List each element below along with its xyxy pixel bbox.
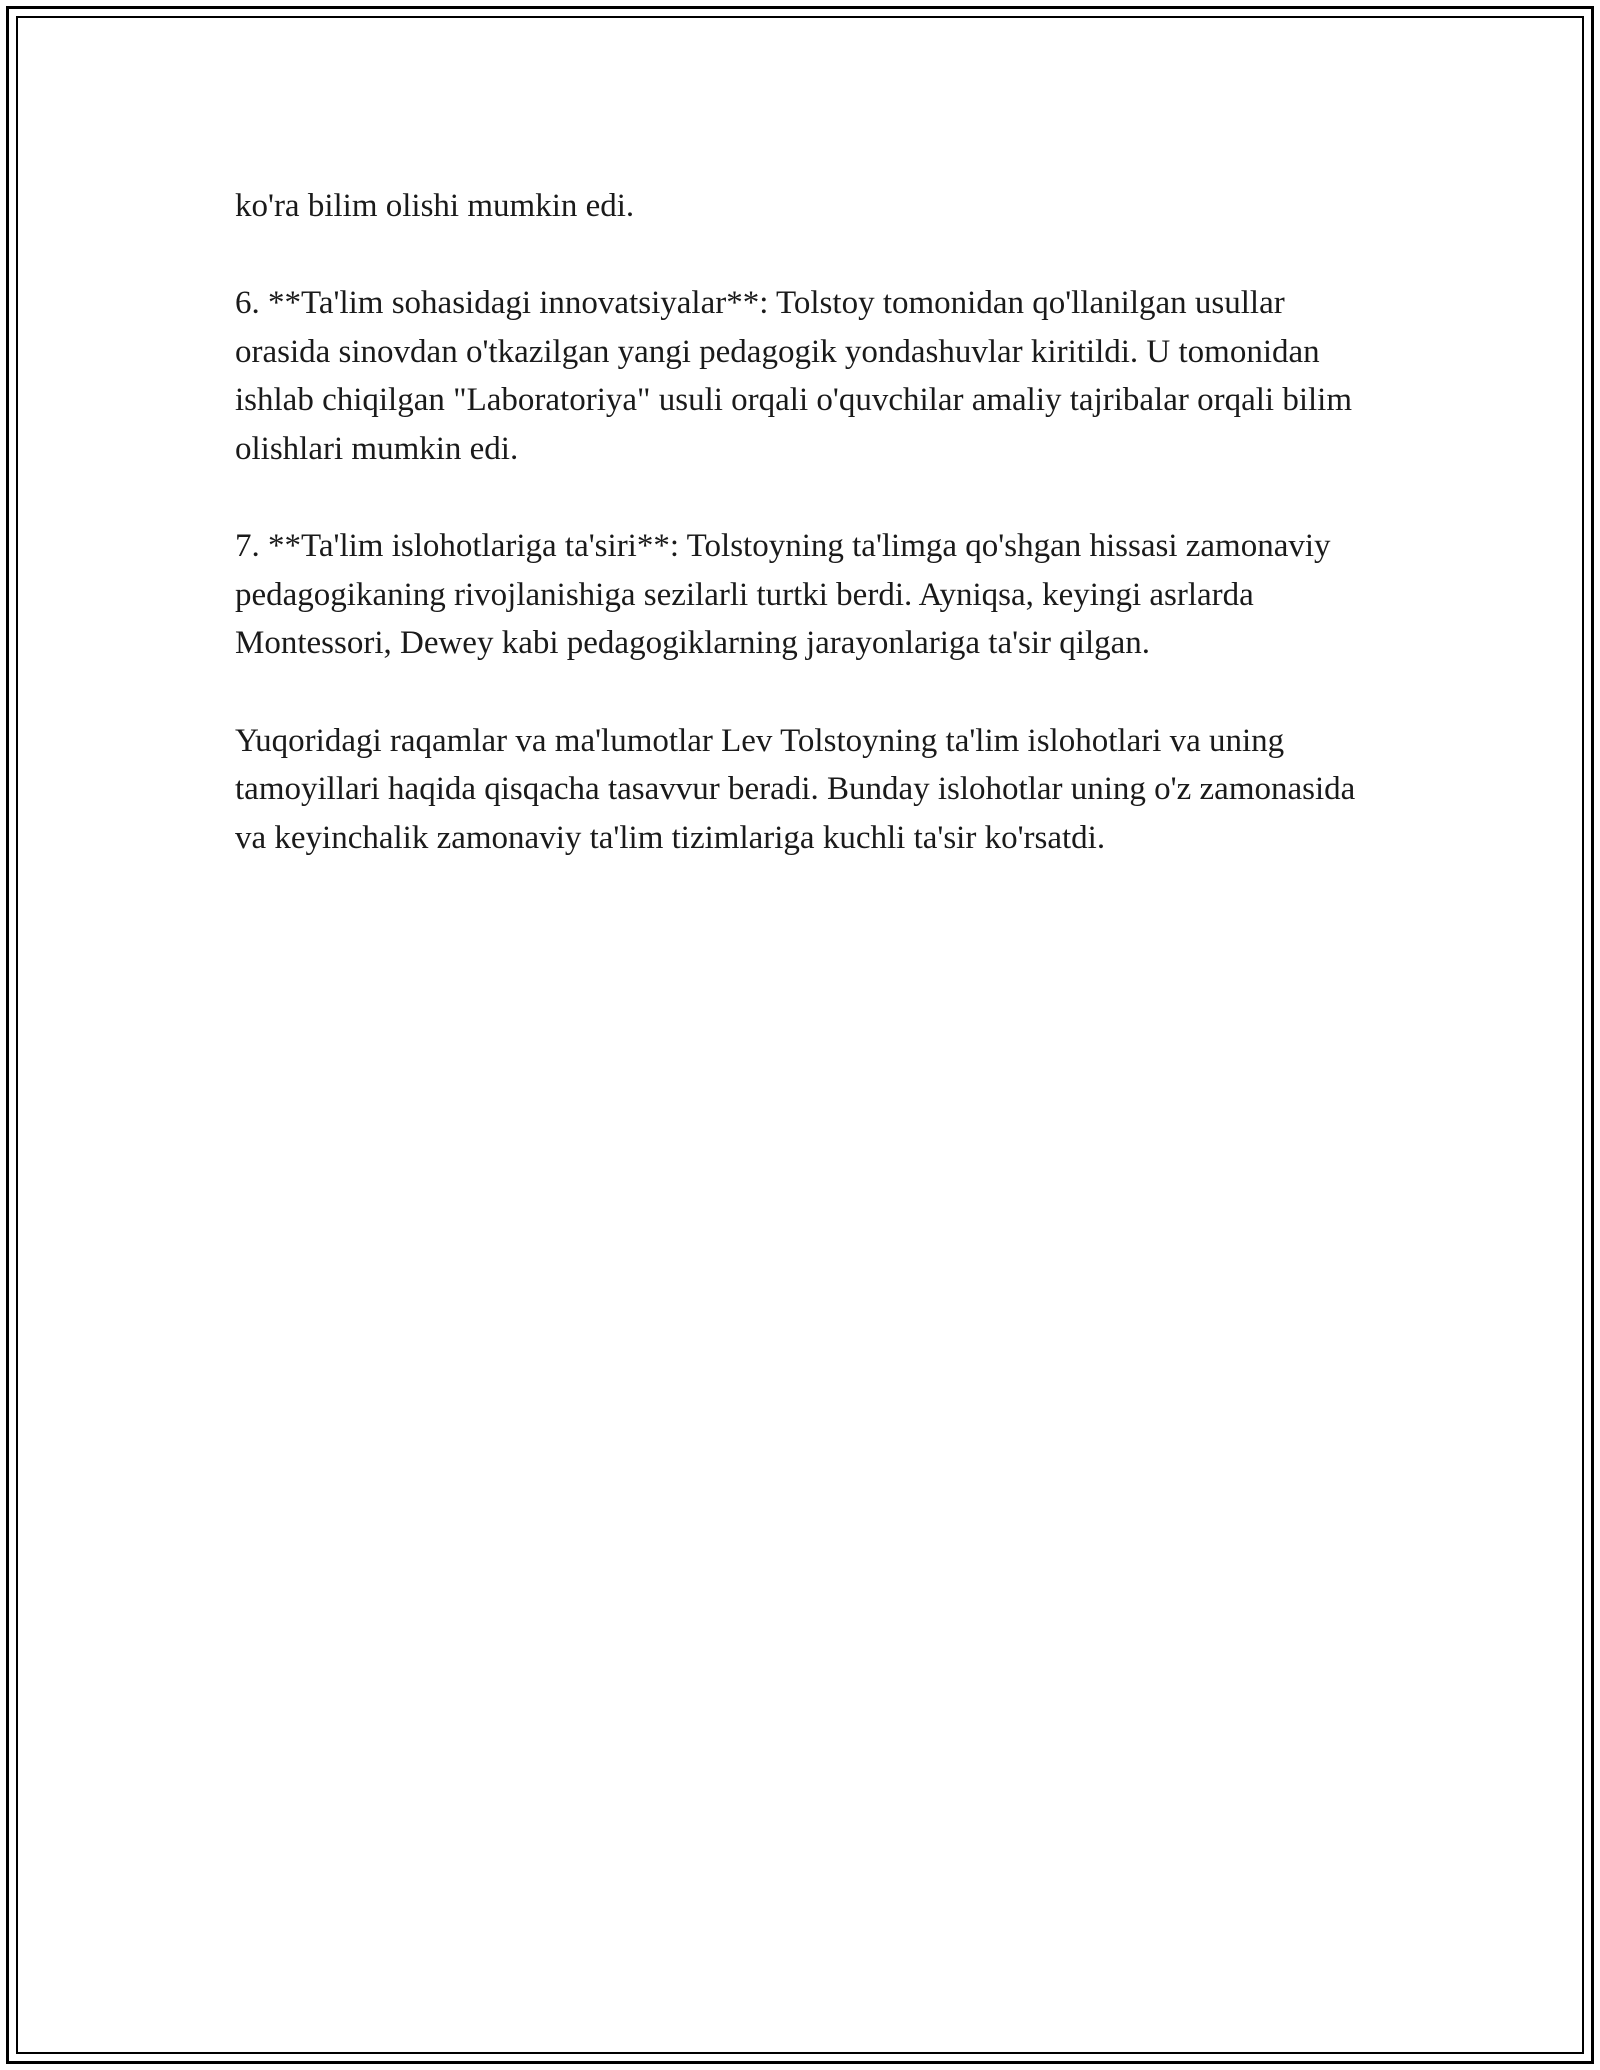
paragraph-continuation: ko'ra bilim olishi mumkin edi. xyxy=(235,188,635,224)
paragraph-item-6: 6. **Ta'lim sohasidagi innovatsiyalar**: Tolstoy tomonidan qo'llanilgan usullar orasida sinovdan o'tkazilgan yangi pedagogik yondashuvlar kiritildi. U tomonidan ishlab chiqilgan "Laboratoriya" usuli orqali o'quvchilar amaliy tajribalar orqali bilim olishlari mumkin edi. xyxy=(235,285,1352,467)
document-body xyxy=(235,182,1365,911)
paragraph-conclusion: Yuqoridagi raqamlar va ma'lumotlar Lev Tolstoyning ta'lim islohotlari va uning tamoyillari haqida qisqacha tasavvur beradi. Bunday islohotlar uning o'z zamonasida va keyinchalik zamonaviy ta'lim tizimlariga kuchli ta'sir ko'rsatdi. xyxy=(235,722,1356,856)
paragraph-item-7: 7. **Ta'lim islohotlariga ta'siri**: Tolstoyning ta'limga qo'shgan hissasi zamonaviy pedagogikaning rivojlanishiga sezilarli turtki berdi. Ayniqsa, keyingi asrlarda Montessori, Dewey kabi pedagogiklarning jarayonlariga ta'sir qilgan. xyxy=(235,528,1331,662)
